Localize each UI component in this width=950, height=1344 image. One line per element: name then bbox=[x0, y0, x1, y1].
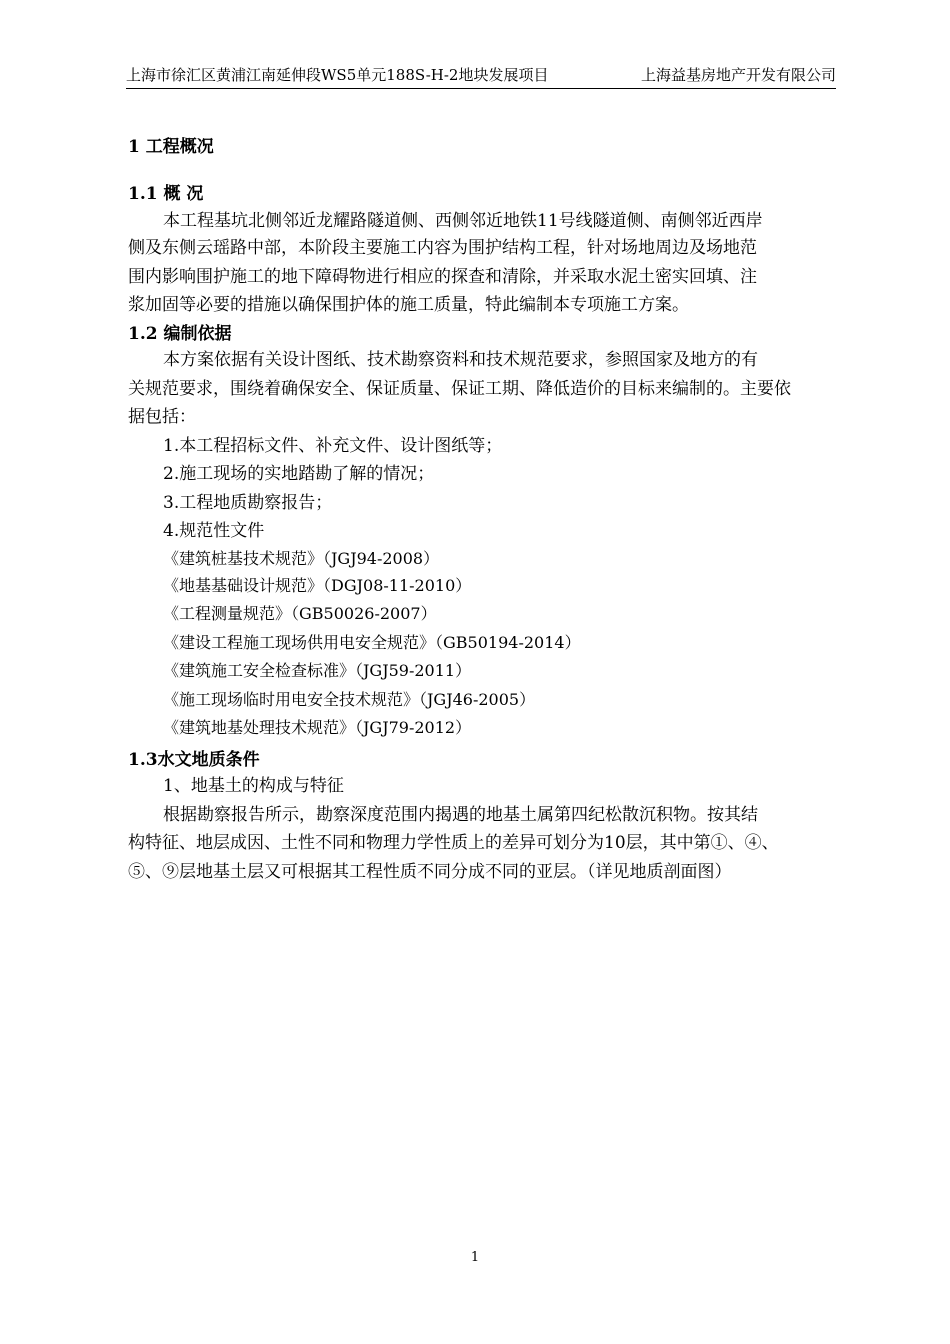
section-1-1-heading: 1.1 概 况 bbox=[128, 184, 204, 204]
header-project-name: 上海市徐汇区黄浦江南延伸段WS5单元188S-H-2地块发展项目 bbox=[126, 66, 549, 84]
paragraph-line: ⑤、⑨层地基土层又可根据其工程性质不同分成不同的亚层。（详见地质剖面图） bbox=[128, 862, 732, 882]
standard-reference: 《施工现场临时用电安全技术规范》（JGJ46-2005） bbox=[163, 690, 536, 709]
section-1-heading: 1 工程概况 bbox=[128, 137, 214, 157]
standard-reference: 《工程测量规范》（GB50026-2007） bbox=[163, 604, 437, 623]
page-number: 1 bbox=[470, 1250, 480, 1265]
paragraph-line: 浆加固等必要的措施以确保围护体的施工质量，特此编制本专项施工方案。 bbox=[128, 295, 689, 315]
paragraph-line: 本方案依据有关设计图纸、技术勘察资料和技术规范要求，参照国家及地方的有 bbox=[163, 350, 758, 370]
paragraph-line: 围内影响围护施工的地下障碍物进行相应的探查和清除，并采取水泥土密实回填、注 bbox=[128, 267, 757, 287]
header-company-name: 上海益基房地产开发有限公司 bbox=[640, 66, 836, 84]
paragraph-line: 据包括： bbox=[128, 407, 196, 427]
page-header bbox=[126, 62, 836, 89]
list-item: 4.规范性文件 bbox=[163, 521, 265, 541]
list-item: 1.本工程招标文件、补充文件、设计图纸等； bbox=[163, 436, 503, 456]
paragraph-line: 侧及东侧云瑶路中部，本阶段主要施工内容为围护结构工程，针对场地周边及场地范 bbox=[128, 238, 757, 258]
section-1-2-heading: 1.2 编制依据 bbox=[128, 324, 232, 344]
standard-reference: 《地基基础设计规范》（DGJ08-11-2010） bbox=[163, 576, 472, 595]
paragraph-line: 根据勘察报告所示，勘察深度范围内揭遇的地基土属第四纪松散沉积物。按其结 bbox=[163, 805, 758, 825]
paragraph-line: 关规范要求，围绕着确保安全、保证质量、保证工期、降低造价的目标来编制的。主要依 bbox=[128, 379, 791, 399]
standard-reference: 《建设工程施工现场供用电安全规范》（GB50194-2014） bbox=[163, 633, 581, 652]
section-1-3-heading: 1.3水文地质条件 bbox=[128, 750, 260, 770]
paragraph-line: 本工程基坑北侧邻近龙耀路隧道侧、西侧邻近地铁11号线隧道侧、南侧邻近西岸 bbox=[163, 211, 763, 231]
standard-reference: 《建筑施工安全检查标准》（JGJ59-2011） bbox=[163, 661, 472, 680]
list-item: 3.工程地质勘察报告； bbox=[163, 493, 333, 513]
standard-reference: 《建筑地基处理技术规范》（JGJ79-2012） bbox=[163, 718, 472, 737]
standard-reference: 《建筑桩基技术规范》（JGJ94-2008） bbox=[163, 549, 440, 568]
paragraph-line: 构特征、地层成因、土性不同和物理力学性质上的差异可划分为10层，其中第①、④、 bbox=[128, 833, 779, 853]
subsection-heading: 1、地基土的构成与特征 bbox=[163, 776, 344, 796]
list-item: 2.施工现场的实地踏勘了解的情况； bbox=[163, 464, 435, 484]
